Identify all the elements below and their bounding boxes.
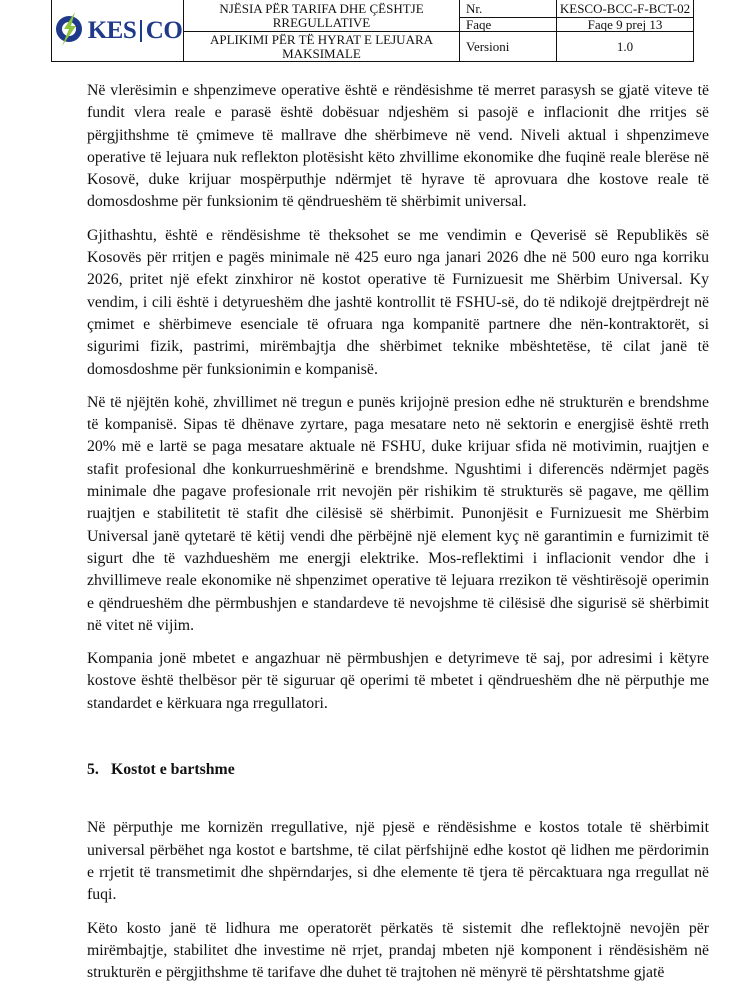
header-label-versioni: Versioni	[460, 32, 557, 61]
paragraph: Këto kosto janë të lidhura me operatorët përkatës të sistemit dhe reflektojnë nevojën për mirëmbajtje, stabilitet dhe investime në rrjet, prandaj mbeten një komponent i rëndësishëm në strukturën e përgjithshme të tarifave dhe duhet të trajtohen në mënyrë të përshtatshme gjatë	[87, 919, 709, 982]
paragraph: Në vlerësimin e shpenzimeve operative është e rëndësishme të merret parasysh se gjatë viteve të fundit vlera reale e parasë është dobësuar ndjeshëm si pasojë e inflacionit dhe rritjes së përgjithshme të çmimeve të mallrave dhe shërbimeve në vend. Niveli aktual i shpenzimeve operative të lejuara nuk reflekton plotësisht këto zhvillime ekonomike dhe fuqinë reale blerëse në Kosovë, duke krijuar mospërputhje ndërmjet të hyrave të aprovuara dhe kostove reale të domosdoshme për funksionim të qëndrueshëm të shërbimit universal.	[87, 82, 709, 211]
paragraph: Në të njëjtën kohë, zhvillimet në tregun e punës krijojnë presion edhe në strukturën e brendshme të kompanisë. Sipas të dhënave zyrtare, paga mesatare neto në sektorin e energjisë është rreth 20% më e lartë se paga mesatare aktuale në FSHU, duke krijuar sfida në motivimin, ruajtjen e stafit profesional dhe konkurrueshmërinë e brendshme. Ngushtimi i diferencës ndërmjet pagës minimale dhe pagave profesionale rrit nevojën për rishikim të strukturës së pagave, me qëllim ruajtjen e stabilitetit të stafit dhe cilësisë së shërbimit. Punonjësit e Furnizuesit me Shërbim Universal janë qytetarë të këtij vendi dhe përbëjnë një element kyç në garantimin e furnizimit të sigurt dhe të vazhdueshëm me energji elektrike. Mos-reflektimi i inflacionit vendor dhe i zhvillimeve reale ekonomike në shpenzimet operative të lejuara rrezikon të vështirësojë operimin e qëndrueshëm dhe përmbushjen e standardeve të nevojshme të cilësisë dhe sigurisë së shërbimit në vitet në vijim.	[87, 393, 709, 634]
section-number: 5.	[87, 761, 99, 779]
logo-text-right: CO	[145, 16, 183, 44]
kesco-logo-icon	[53, 12, 85, 49]
paragraph: Gjithashtu, është e rëndësishme të theksohet se me vendimin e Qeverisë së Republikës së Kosovës për rritjen e pagës minimale në 425 euro nga janari 2026 dhe në 500 euro nga korriku 2026, pritet një efekt zinxhiror në kostot operative të Furnizuesit me Shërbim Universal. Ky vendim, i cili është i detyrueshëm dhe jashtë kontrollit të FSHU-së, do të ndikojë drejtpërdrejt në çmimet e shërbimeve esenciale të ofruara nga kompanitë partnere dhe nën-kontraktorët, si sigurimi fizik, pastrimi, mirëmbajtja dhe shërbimet teknike mbështetëse, të cilat janë të domosdoshme për funksionimin e kompanisë.	[87, 226, 709, 378]
header-title-unit-text: NJËSIA PËR TARIFA DHE ÇËSHTJE RREGULLATIVE	[219, 0, 424, 30]
document-header-table	[51, 0, 694, 62]
header-title-application	[184, 32, 460, 61]
section-heading	[87, 759, 709, 781]
header-value-nr: KESCO-BCC-F-BCT-02	[557, 0, 693, 18]
header-title-application-text: APLIKIMI PËR TË HYRAT E LEJUARA MAKSIMALE	[209, 31, 434, 61]
logo-cell	[52, 0, 184, 61]
paragraph: Në përputhje me kornizën rregullative, një pjesë e rëndësishme e kostos totale të shërbimit universal përbëhet nga kostot e bartshme, të cilat përfshijnë edhe kostot që lidhen me përdorimin e rrjetit të transmetimit dhe shpërndarjes, si dhe elemente të tjera të përcaktuara nga rregullat në fuqi.	[87, 819, 709, 904]
header-value-faqe: Faqe 9 prej 13	[557, 18, 693, 32]
kesco-logo	[53, 12, 183, 49]
logo-separator	[140, 20, 142, 42]
header-label-faqe: Faqe	[460, 18, 557, 32]
section-title: Kostot e bartshme	[111, 761, 235, 779]
document-body	[87, 80, 709, 995]
header-label-nr: Nr.	[460, 0, 557, 18]
paragraph: Kompania jonë mbetet e angazhuar në përmbushjen e detyrimeve të saj, por adresimi i këtyre kostove është thelbësor për të siguruar që operimi të mbetet i qëndrueshëm dhe në përputhje me standardet e kërkuara nga rregullatori.	[87, 650, 709, 712]
logo-text-left: KES	[87, 16, 137, 44]
header-title-unit	[184, 0, 460, 32]
header-value-versioni: 1.0	[616, 38, 634, 54]
